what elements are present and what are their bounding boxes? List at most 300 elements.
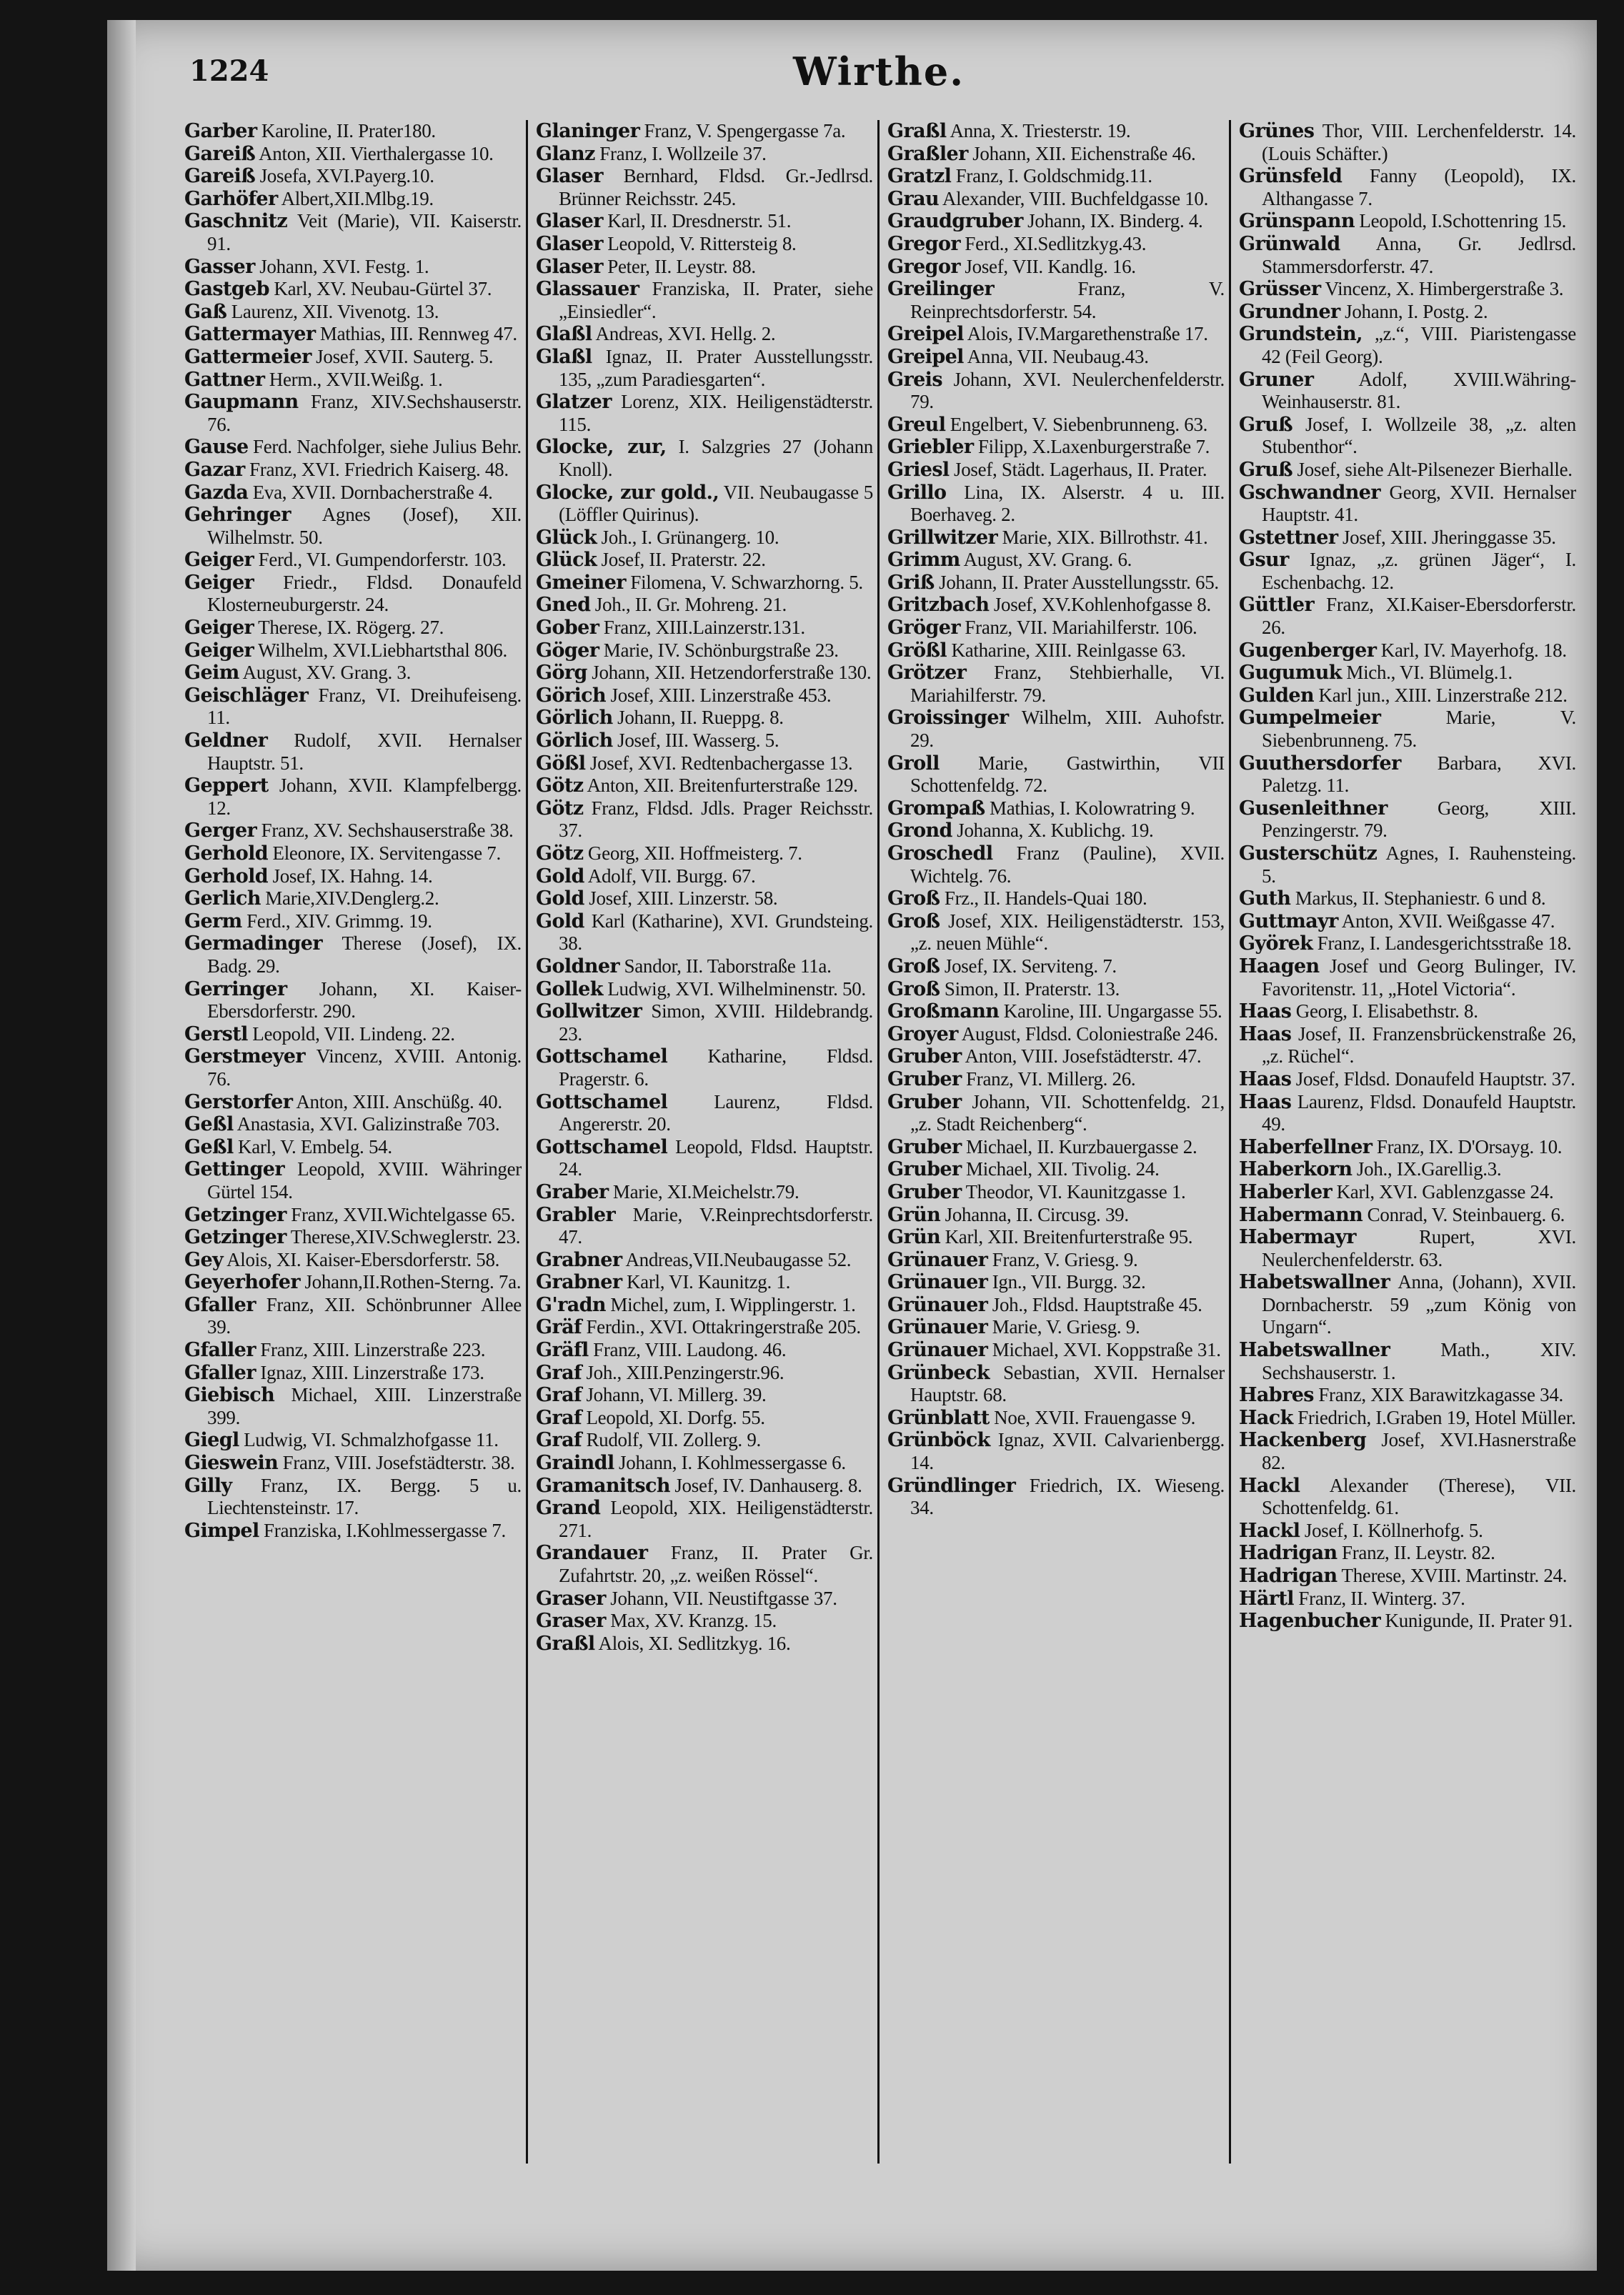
entry-details: Karl jun., XIII. Linzerstraße 212. <box>1314 684 1568 706</box>
entry-details: Anna, VII. Neubaug.43. <box>963 345 1149 367</box>
entry-surname: Größl <box>887 639 947 662</box>
entry-details: Karl (Katharine), XVI. Grundsteing. 38. <box>559 910 873 955</box>
entry-details: Johann, XVI. Neulerchenfelderstr. 79. <box>910 368 1225 413</box>
entry-details: Josef, XVII. Sauterg. 5. <box>311 345 494 367</box>
directory-entry <box>184 572 522 617</box>
entry-details: Johann, IX. Binderg. 4. <box>1022 210 1203 232</box>
entry-details: August, Fldsd. Coloniestraße 246. <box>957 1022 1218 1045</box>
entry-details: Barbara, XVI. Paletzg. 11. <box>1262 752 1576 797</box>
entry-surname: Gerhold <box>184 865 269 887</box>
entry-surname: Gstettner <box>1239 526 1338 549</box>
entry-surname: Gerhold <box>184 842 269 865</box>
entry-surname: Gugenberger <box>1239 639 1377 662</box>
entry-details: Franz, II. Prater Gr. Zufahrtstr. 20, „z. weißen Rössel“. <box>559 1542 873 1586</box>
entry-surname: Groß <box>887 977 940 1000</box>
entry-details: Markus, II. Stephaniestr. 6 und 8. <box>1290 887 1546 910</box>
entry-surname: Haberler <box>1239 1180 1332 1203</box>
entry-details: Ignaz, XVII. Calvarienbergg. 14. <box>910 1429 1225 1474</box>
directory-entry <box>887 120 1225 143</box>
entry-details: Ferd., VI. Gumpendorferstr. 103. <box>254 549 507 571</box>
directory-entry <box>1239 1384 1576 1407</box>
page-title: Wirthe. <box>792 49 965 94</box>
column-rule <box>526 120 528 2164</box>
directory-entry <box>184 459 522 482</box>
entry-details: Johann, VII. Neustiftgasse 37. <box>605 1587 837 1609</box>
entry-surname: Gaupmann <box>184 391 299 414</box>
entry-surname: Gollek <box>536 977 603 1000</box>
entry-surname: Gerger <box>184 820 257 842</box>
entry-surname: Gruber <box>887 1135 962 1158</box>
entry-details: Franz, XII. Schönbrunner Allee 39. <box>207 1293 522 1338</box>
entry-surname: Glaser <box>536 210 603 233</box>
entry-details: Lorenz, XIX. Heiligenstädterstr. 115. <box>559 391 873 435</box>
directory-entry <box>1239 887 1576 910</box>
directory-entry <box>184 120 522 143</box>
entry-details: Joh., XIII.Penzingerstr.96. <box>582 1361 784 1383</box>
entry-surname: Graßler <box>887 142 968 165</box>
entry-details: Franz, IX. D'Orsayg. 10. <box>1372 1135 1563 1158</box>
directory-entry <box>536 1452 873 1475</box>
entry-surname: Haas <box>1239 1067 1292 1090</box>
entry-surname: Groß <box>887 910 940 932</box>
entry-details: Peter, II. Leystr. 88. <box>602 255 756 277</box>
entry-details: Josef und Georg Bulinger, IV. Favoritenstr. 11, „Hotel Victoria“. <box>1262 955 1576 1000</box>
entry-details: Leopold, XI. Dorfg. 55. <box>582 1406 765 1428</box>
entry-details: Franz, VIII. Josefstädterstr. 38. <box>278 1452 515 1474</box>
entry-details: Therese (Josef), IX. Badg. 29. <box>207 932 522 977</box>
entry-surname: Geiger <box>184 617 254 639</box>
directory-entry <box>1239 527 1576 549</box>
directory-entry <box>1239 165 1576 210</box>
directory-entry <box>184 1226 522 1249</box>
entry-details: Anton, XII. Vierthalergasse 10. <box>255 142 494 164</box>
directory-entry <box>184 482 522 504</box>
directory-entry <box>184 369 522 392</box>
directory-entry <box>184 1339 522 1362</box>
directory-entry <box>536 775 873 797</box>
entry-details: Josef, XIX. Heiligenstädterstr. 153, „z. neuen Mühle“. <box>910 910 1225 955</box>
entry-details: Agnes, I. Rauhensteing. 5. <box>1262 842 1576 887</box>
entry-details: Leopold, XIX. Heiligenstädterstr. 271. <box>559 1497 873 1541</box>
entry-details: Lina, IX. Alserstr. 4 u. III. Boerhaveg. 2. <box>910 481 1225 526</box>
entry-details: Franz, Stehbierhalle, VI. Mariahilferstr. 79. <box>910 662 1225 706</box>
directory-entry <box>1239 1271 1576 1339</box>
entry-surname: G'radn <box>536 1293 606 1316</box>
directory-column <box>1239 120 1576 2164</box>
entry-surname: Gfaller <box>184 1293 256 1316</box>
entry-surname: Gold <box>536 887 584 910</box>
entry-surname: Gumpelmeier <box>1239 707 1381 730</box>
entry-details: Marie,XIV.Denglerg.2. <box>260 887 439 910</box>
entry-details: Franz, V. Reinprechtsdorferstr. 54. <box>910 278 1225 322</box>
entry-surname: Getzinger <box>184 1203 287 1226</box>
entry-details: Anastasia, XVI. Galizinstraße 703. <box>233 1113 500 1135</box>
entry-details: Karl, XII. Breitenfurterstraße 95. <box>940 1226 1193 1248</box>
entry-details: Georg, XIII. Penzingerstr. 79. <box>1262 797 1576 842</box>
entry-details: Michael, XIII. Linzerstraße 399. <box>207 1384 522 1428</box>
entry-surname: Gerstl <box>184 1022 248 1045</box>
directory-entry <box>1239 752 1576 797</box>
entry-details: Leopold, Fldsd. Hauptstr. 24. <box>559 1135 873 1180</box>
entry-details: Franz, II. Winterg. 37. <box>1293 1587 1465 1609</box>
entry-details: Johanna, II. Circusg. 39. <box>940 1203 1129 1225</box>
entry-surname: Grünauer <box>887 1339 988 1362</box>
directory-entry <box>536 1249 873 1272</box>
entry-details: Vincenz, XVIII. Antonig. 76. <box>207 1045 522 1090</box>
directory-entry <box>887 1091 1225 1136</box>
entry-surname: Germ <box>184 910 242 932</box>
entry-surname: Glaser <box>536 165 603 188</box>
directory-entry <box>887 1429 1225 1474</box>
entry-details: Michel, zum, I. Wipplingerstr. 1. <box>605 1293 856 1315</box>
directory-entry <box>887 143 1225 166</box>
directory-entry <box>536 797 873 842</box>
entry-surname: Grillo <box>887 481 947 504</box>
entry-details: Josef, XVI.Hasnerstraße 82. <box>1262 1429 1576 1474</box>
entry-details: Ignaz, XIII. Linzerstraße 173. <box>255 1361 484 1383</box>
entry-surname: Graf <box>536 1384 582 1407</box>
entry-surname: Gey <box>184 1248 224 1271</box>
entry-details: Karoline, III. Ungargasse 55. <box>999 1000 1222 1022</box>
entry-details: Eleonore, IX. Servitengasse 7. <box>268 842 501 864</box>
directory-entry <box>887 1000 1225 1023</box>
entry-surname: Graindl <box>536 1452 614 1475</box>
entry-details: Thor, VIII. Lerchenfelderstr. 14. (Louis Schäfter.) <box>1262 120 1576 164</box>
entry-surname: Haberfellner <box>1239 1135 1373 1158</box>
entry-surname: Gieswein <box>184 1452 279 1475</box>
directory-entry <box>184 1520 522 1543</box>
directory-entry <box>184 932 522 977</box>
entry-details: Josef, I. Wollzeile 38, „z. alten Stubenthor“. <box>1262 413 1576 458</box>
directory-entry <box>184 1452 522 1475</box>
directory-entry <box>536 572 873 594</box>
directory-entry <box>536 955 873 978</box>
entry-surname: Hadrigan <box>1239 1565 1337 1587</box>
directory-entry <box>536 1429 873 1452</box>
entry-surname: Graudgruber <box>887 210 1023 233</box>
entry-surname: Gräfl <box>536 1339 589 1362</box>
directory-entry <box>184 549 522 572</box>
entry-surname: Göger <box>536 639 599 662</box>
directory-entry <box>536 1497 873 1542</box>
entry-details: Engelbert, V. Siebenbrunneng. 63. <box>945 413 1208 435</box>
entry-surname: Gaschnitz <box>184 210 288 233</box>
directory-entry <box>536 143 873 166</box>
entry-details: Franziska, I.Kohlmessergasse 7. <box>259 1519 506 1541</box>
entry-surname: Gattermayer <box>184 323 316 346</box>
entry-details: I. Salzgries 27 (Johann Knoll). <box>559 436 873 480</box>
entry-details: Anna, (Johann), XVII. Dornbacherstr. 59 „zum König von Ungarn“. <box>1262 1271 1576 1338</box>
entry-details: Ludwig, VI. Schmalzhofgasse 11. <box>239 1429 499 1451</box>
directory-entry <box>184 910 522 933</box>
entry-surname: Grünböck <box>887 1429 990 1452</box>
directory-entry <box>887 1045 1225 1068</box>
directory-entry <box>184 639 522 662</box>
entry-details: Marie, V.Reinprechtsdorferstr. 47. <box>559 1203 873 1248</box>
entry-surname: Graser <box>536 1610 606 1633</box>
directory-entry <box>887 436 1225 459</box>
entry-details: Anna, Gr. Jedlrsd. Stammersdorferstr. 47. <box>1262 232 1576 277</box>
entry-details: Leopold, V. Rittersteig 8. <box>602 232 797 254</box>
entry-surname: Gröger <box>887 617 960 639</box>
directory-entry <box>536 842 873 865</box>
directory-entry <box>184 1091 522 1114</box>
entry-details: Josef, III. Wasserg. 5. <box>612 730 779 752</box>
entry-details: Joh., II. Gr. Mohreng. 21. <box>590 594 787 616</box>
entry-details: Franziska, II. Prater, siehe „Einsiedler“. <box>559 278 873 322</box>
entry-details: Josef, VII. Kandlg. 16. <box>960 255 1136 277</box>
entry-details: Josef, XV.Kohlenhofgasse 8. <box>989 594 1211 616</box>
entry-details: Franz, V. Griesg. 9. <box>987 1248 1138 1270</box>
entry-surname: Gazda <box>184 481 249 504</box>
directory-entry <box>1239 1610 1576 1633</box>
entry-details: Ferdin., XVI. Ottakringerstraße 205. <box>582 1316 861 1338</box>
entry-surname: Glocke, zur gold., <box>536 481 719 504</box>
entry-surname: Gned <box>536 594 591 617</box>
directory-entry <box>887 1136 1225 1159</box>
directory-entry <box>1239 1588 1576 1611</box>
entry-surname: Gregor <box>887 232 960 255</box>
directory-entry <box>536 1610 873 1633</box>
entry-details: Johann, VI. Millerg. 39. <box>582 1384 767 1406</box>
entry-details: Franz, XIV.Sechshauserstr. 76. <box>207 391 522 435</box>
directory-entry <box>536 617 873 639</box>
entry-surname: Glaser <box>536 255 603 278</box>
column-rule <box>877 120 880 2164</box>
entry-surname: Geiger <box>184 549 254 572</box>
column-rule <box>1229 120 1231 2164</box>
entry-surname: Gaß <box>184 300 227 323</box>
directory-entry <box>536 1000 873 1045</box>
directory-entry <box>1239 910 1576 933</box>
entry-surname: Haagen <box>1239 955 1320 977</box>
directory-entry <box>887 1294 1225 1317</box>
entry-surname: Giebisch <box>184 1384 275 1407</box>
directory-entry <box>1239 707 1576 752</box>
entry-surname: Hackl <box>1239 1474 1300 1497</box>
entry-details: Filomena, V. Schwarzhorng. 5. <box>625 571 863 593</box>
entry-details: Ferd., XIV. Grimmg. 19. <box>241 910 432 932</box>
directory-entry <box>184 1249 522 1272</box>
entry-surname: Glück <box>536 549 597 572</box>
directory-entry <box>184 278 522 301</box>
entry-surname: Gusenleithner <box>1239 797 1388 820</box>
entry-details: Josef, I. Köllnerhofg. 5. <box>1300 1519 1483 1541</box>
directory-entry <box>184 662 522 684</box>
entry-details: Marie, XI.Meichelstr.79. <box>608 1180 799 1203</box>
entry-surname: Grünes <box>1239 120 1315 142</box>
page-spine-shadow <box>107 20 136 2271</box>
entry-details: Johann, XII. Hetzendorferstraße 130. <box>587 662 872 684</box>
entry-details: Frz., II. Handels-Quai 180. <box>940 887 1147 910</box>
directory-entry <box>536 1294 873 1317</box>
entry-details: Katharine, Fldsd. Pragerstr. 6. <box>559 1045 873 1090</box>
entry-details: Joh., Fldsd. Hauptstraße 45. <box>987 1293 1202 1315</box>
entry-surname: Garhöfer <box>184 187 278 210</box>
entry-details: Filipp, X.Laxenburgerstraße 7. <box>973 436 1210 458</box>
directory-entry <box>536 1181 873 1204</box>
entry-details: Marie, IV. Schönburgstraße 23. <box>599 639 839 661</box>
entry-details: Franz, Fldsd. Jdls. Prager Reichsstr. 37. <box>559 797 873 842</box>
entry-surname: Hack <box>1239 1406 1293 1429</box>
entry-surname: Greul <box>887 413 946 436</box>
entry-details: Johann,II.Rothen-Sterng. 7a. <box>300 1271 522 1293</box>
entry-details: Franz, IX. Bergg. 5 u. Liechtensteinstr. 17. <box>207 1474 522 1519</box>
entry-surname: Gerringer <box>184 977 287 1000</box>
entry-details: Albert,XII.Mlbg.19. <box>277 187 434 209</box>
directory-entry <box>1239 662 1576 684</box>
directory-entry <box>887 617 1225 639</box>
entry-surname: Grünblatt <box>887 1406 990 1429</box>
page-number: 1224 <box>189 54 269 88</box>
entry-surname: Gottschamel <box>536 1045 668 1068</box>
entry-surname: Gusterschütz <box>1239 842 1378 865</box>
entry-details: Josef, IX. Serviteng. 7. <box>940 955 1117 977</box>
entry-details: Ferd., XI.Sedlitzkyg.43. <box>960 232 1147 254</box>
directory-entry <box>184 1113 522 1136</box>
entry-details: Mich., VI. Blümelg.1. <box>1341 662 1513 684</box>
directory-entry <box>536 1045 873 1090</box>
entry-details: Alois, IV.Margarethenstraße 17. <box>963 323 1208 345</box>
entry-details: Georg, XVII. Hernalser Hauptstr. 41. <box>1262 481 1576 526</box>
entry-surname: Gattermeier <box>184 345 312 368</box>
directory-entry <box>184 391 522 436</box>
directory-entry <box>1239 797 1576 842</box>
entry-surname: Hadrigan <box>1239 1542 1337 1565</box>
entry-details: August, XV. Grang. 6. <box>960 549 1132 571</box>
entry-details: August, XV. Grang. 3. <box>239 662 412 684</box>
directory-entry <box>1239 210 1576 233</box>
entry-surname: Gilly <box>184 1474 232 1497</box>
entry-surname: Glassauer <box>536 278 639 301</box>
entry-surname: Graßl <box>536 1632 595 1655</box>
directory-entry <box>536 278 873 323</box>
entry-details: Josef, XIII. Linzerstraße 453. <box>606 684 832 706</box>
entry-details: Franz, VI. Millerg. 26. <box>961 1067 1136 1090</box>
entry-surname: Gratzl <box>887 165 952 188</box>
entry-details: Franz, XV. Sechshauserstraße 38. <box>256 820 514 842</box>
entry-details: Bernhard, Fldsd. Gr.-Jedlrsd. Brünner Reichsstr. 245. <box>559 165 873 209</box>
directory-entry <box>536 707 873 730</box>
entry-details: Anton, XVII. Weißgasse 47. <box>1337 910 1555 932</box>
entry-surname: Griesl <box>887 458 950 481</box>
entry-surname: Haberkorn <box>1239 1158 1352 1181</box>
entry-surname: Gruber <box>887 1090 962 1113</box>
entry-surname: Greipel <box>887 323 964 346</box>
entry-details: Ludwig, XVI. Wilhelminenstr. 50. <box>602 977 866 1000</box>
entry-surname: Grundstein, <box>1239 323 1363 346</box>
entry-details: Wilhelm, XIII. Auhofstr. 29. <box>910 707 1225 752</box>
entry-details: Franz, VI. Dreihufeiseng. 11. <box>207 684 522 729</box>
entry-surname: Glaser <box>536 232 603 255</box>
directory-entry <box>536 865 873 888</box>
entry-details: Rupert, XVI. Neulerchenfelderstr. 63. <box>1262 1226 1576 1270</box>
entry-details: Friedr., Fldsd. Donaufeld Klosterneuburgerstr. 24. <box>207 571 522 616</box>
entry-surname: Gerstorfer <box>184 1090 293 1113</box>
directory-entry <box>887 639 1225 662</box>
entry-details: Anton, VIII. Josefstädterstr. 47. <box>961 1045 1202 1067</box>
entry-surname: Gruß <box>1239 458 1293 481</box>
entry-surname: Geim <box>184 662 239 684</box>
entry-surname: Garber <box>184 120 257 142</box>
entry-surname: Graber <box>536 1180 609 1203</box>
directory-entry <box>887 1226 1225 1249</box>
directory-entry <box>1239 369 1576 414</box>
entry-surname: Glück <box>536 526 597 549</box>
directory-entry <box>887 527 1225 549</box>
entry-surname: Groß <box>887 955 940 977</box>
entry-surname: Guttmayr <box>1239 910 1338 932</box>
entry-surname: Grundner <box>1239 300 1340 323</box>
entry-details: Johann, II. Rueppg. 8. <box>612 707 784 729</box>
entry-details: Johann, XII. Eichenstraße 46. <box>967 142 1196 164</box>
entry-details: Michael, XVI. Koppstraße 31. <box>987 1339 1221 1361</box>
directory-entry <box>536 549 873 572</box>
entry-surname: Geiger <box>184 639 254 662</box>
entry-surname: Groyer <box>887 1022 958 1045</box>
entry-details: Alexander, VIII. Buchfeldgasse 10. <box>939 187 1209 209</box>
entry-details: Math., XIV. Sechshauserstr. 1. <box>1262 1339 1576 1383</box>
directory-entry <box>887 278 1225 323</box>
entry-surname: Habetswallner <box>1239 1339 1390 1362</box>
entry-details: Anton, XII. Breitenfurterstraße 129. <box>583 775 858 797</box>
entry-surname: Grabner <box>536 1248 622 1271</box>
entry-surname: Grand <box>536 1497 601 1520</box>
directory-entry <box>887 549 1225 572</box>
entry-details: Franz (Pauline), XVII. Wichtelg. 76. <box>910 842 1225 887</box>
directory-entry <box>536 1542 873 1587</box>
directory-entry <box>887 210 1225 233</box>
directory-entry <box>887 955 1225 978</box>
entry-details: „z.“, VIII. Piaristengasse 42 (Feil Georg). <box>1262 323 1576 367</box>
directory-entry <box>184 256 522 279</box>
entry-surname: Gfaller <box>184 1361 256 1384</box>
entry-surname: Gulden <box>1239 684 1315 707</box>
entry-surname: Hackl <box>1239 1519 1300 1542</box>
entry-details: Fanny (Leopold), IX. Althangasse 7. <box>1262 165 1576 209</box>
entry-surname: Götz <box>536 842 584 865</box>
entry-surname: Glaßl <box>536 345 592 368</box>
entry-surname: Gause <box>184 436 249 459</box>
directory-entry <box>184 617 522 639</box>
entry-details: Adolf, XVIII.Währing-Weinhauserstr. 81. <box>1262 368 1576 413</box>
directory-entry <box>1239 594 1576 639</box>
directory-entry <box>184 730 522 775</box>
directory-entry <box>1239 932 1576 955</box>
directory-entry <box>887 842 1225 887</box>
entry-details: Veit (Marie), VII. Kaiserstr. 91. <box>207 210 522 254</box>
directory-entry <box>536 910 873 955</box>
entry-surname: Gareiß <box>184 165 256 188</box>
entry-details: Franz, II. Leystr. 82. <box>1337 1542 1495 1564</box>
entry-surname: Gramanitsch <box>536 1474 670 1497</box>
directory-entry <box>1239 1429 1576 1474</box>
entry-surname: Graser <box>536 1587 606 1610</box>
entry-surname: Grünauer <box>887 1316 988 1339</box>
directory-entry <box>536 1633 873 1656</box>
entry-details: Friedrich, I.Graben 19, Hotel Müller. <box>1292 1406 1576 1428</box>
entry-surname: Gerlich <box>184 887 261 910</box>
directory-entry <box>887 662 1225 707</box>
directory-entry <box>1239 1475 1576 1520</box>
entry-surname: Grond <box>887 820 952 842</box>
entry-details: Franz, VIII. Laudong. 46. <box>588 1339 787 1361</box>
entry-surname: Gmeiner <box>536 571 626 594</box>
entry-surname: Geßl <box>184 1113 234 1136</box>
entry-surname: Grün <box>887 1203 941 1226</box>
directory-entry <box>1239 1181 1576 1204</box>
entry-details: Alexander (Therese), VII. Schottenfeldg. 61. <box>1262 1474 1576 1519</box>
